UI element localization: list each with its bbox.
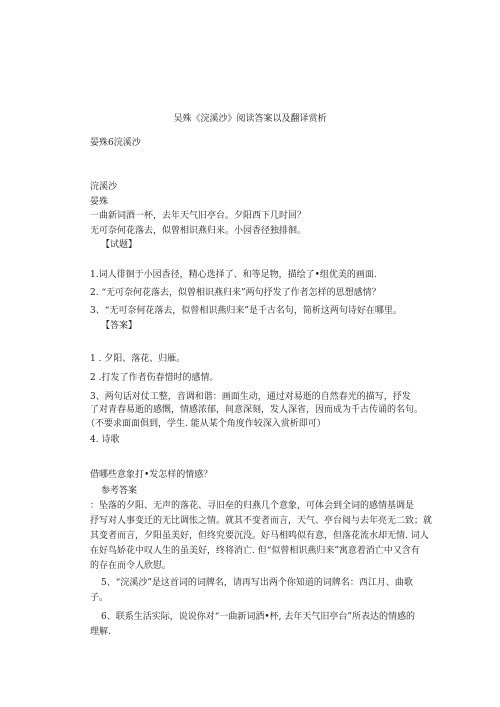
reference-answer-line-2: 抒写对人事变迁的无比调怅之情。就其不变者而言，天气、亭台阅与去年亮无二致；就	[90, 516, 433, 526]
question-1: 1.词人徘徊于小园香径，精心选择了、和等足物，描绘了•组优美的画面.	[90, 270, 377, 280]
question-5-line-2: 子。	[90, 593, 109, 603]
poem-line-2: 无可奈何花落去，似曾相识燕归来。小园香径独排徊。	[90, 226, 307, 236]
answer-3-line-1: 3、两句话对仗工整，音调和谐：画面生动，通过对易逝的自然春光的描写，抒发	[90, 392, 411, 402]
document-title: 吴殊《浣溪沙》阅读答案以及翻译赏析	[173, 114, 327, 124]
poem-heading: 浣溪沙	[90, 182, 118, 192]
imagery-question: 借哪些意象打•发怎样的情感？	[90, 470, 213, 480]
reference-answer-label: 参考答案	[101, 486, 138, 496]
answer-1: 1 . 夕阳、落花、归雁。	[90, 354, 186, 364]
reference-answer-line-5: 的存在而令人欣慰。	[90, 561, 172, 571]
reference-answer-line-1: ：坠落的夕阳、无声的落花、寻旧垒的归燕几个意象，可体会到全词的感情基调是	[90, 501, 415, 511]
answers-label: 【答案】	[101, 321, 138, 331]
reference-answer-line-3: 其变者而言，夕阳虽美好，但终究要沉没。好马相鸣似有意，但落花流水却无情. 词人	[90, 531, 429, 541]
questions-label: 【试题】	[101, 240, 138, 250]
reference-answer-line-4: 在好鸟娇花中叹人生的虽美好，终将消亡. 但“似曾相识燕归来”寓意着消亡中又含有	[90, 546, 420, 556]
question-6-line-2: 理解.	[90, 627, 111, 637]
answer-4: 4. 诗歌	[90, 435, 120, 445]
poem-author: 晏殊	[90, 197, 109, 207]
answer-3-line-3: （不要求面面俱到，学生. 能从某个角度作较深入赏析即可）	[86, 419, 326, 429]
answer-2: 2 .打发了作者伤春惜时的感情。	[90, 373, 219, 383]
question-5-line-1: 5、“浣溪沙”是这首词的词牌名，请再写出两个你知道的词牌名：西江月、曲歌	[101, 578, 413, 588]
poem-line-1: 一曲新词酒一杯，去年天气旧亭台。夕阳西下几时回？	[90, 211, 307, 221]
document-subtitle: 晏殊6浣溪沙	[90, 138, 141, 148]
question-2: 2. “无可奈何花落去，似曾相识燕归来”两句抒发了作者怎样的思想感情？	[90, 288, 381, 298]
question-3: 3、“无可奈何花落去，似曾相识燕归来”是千古名句，简析这两句诗好在哪里。	[90, 306, 402, 316]
answer-3-line-2: 了对青春易逝的感慨，情感浓郁，间意深刻，发人深省，因而成为千古传诵的名句。	[90, 405, 424, 415]
question-6-line-1: 6、联系生活实际，说说你对“一曲新词酒•杯, 去年天气旧亭台”所表达的情感的	[101, 612, 415, 622]
